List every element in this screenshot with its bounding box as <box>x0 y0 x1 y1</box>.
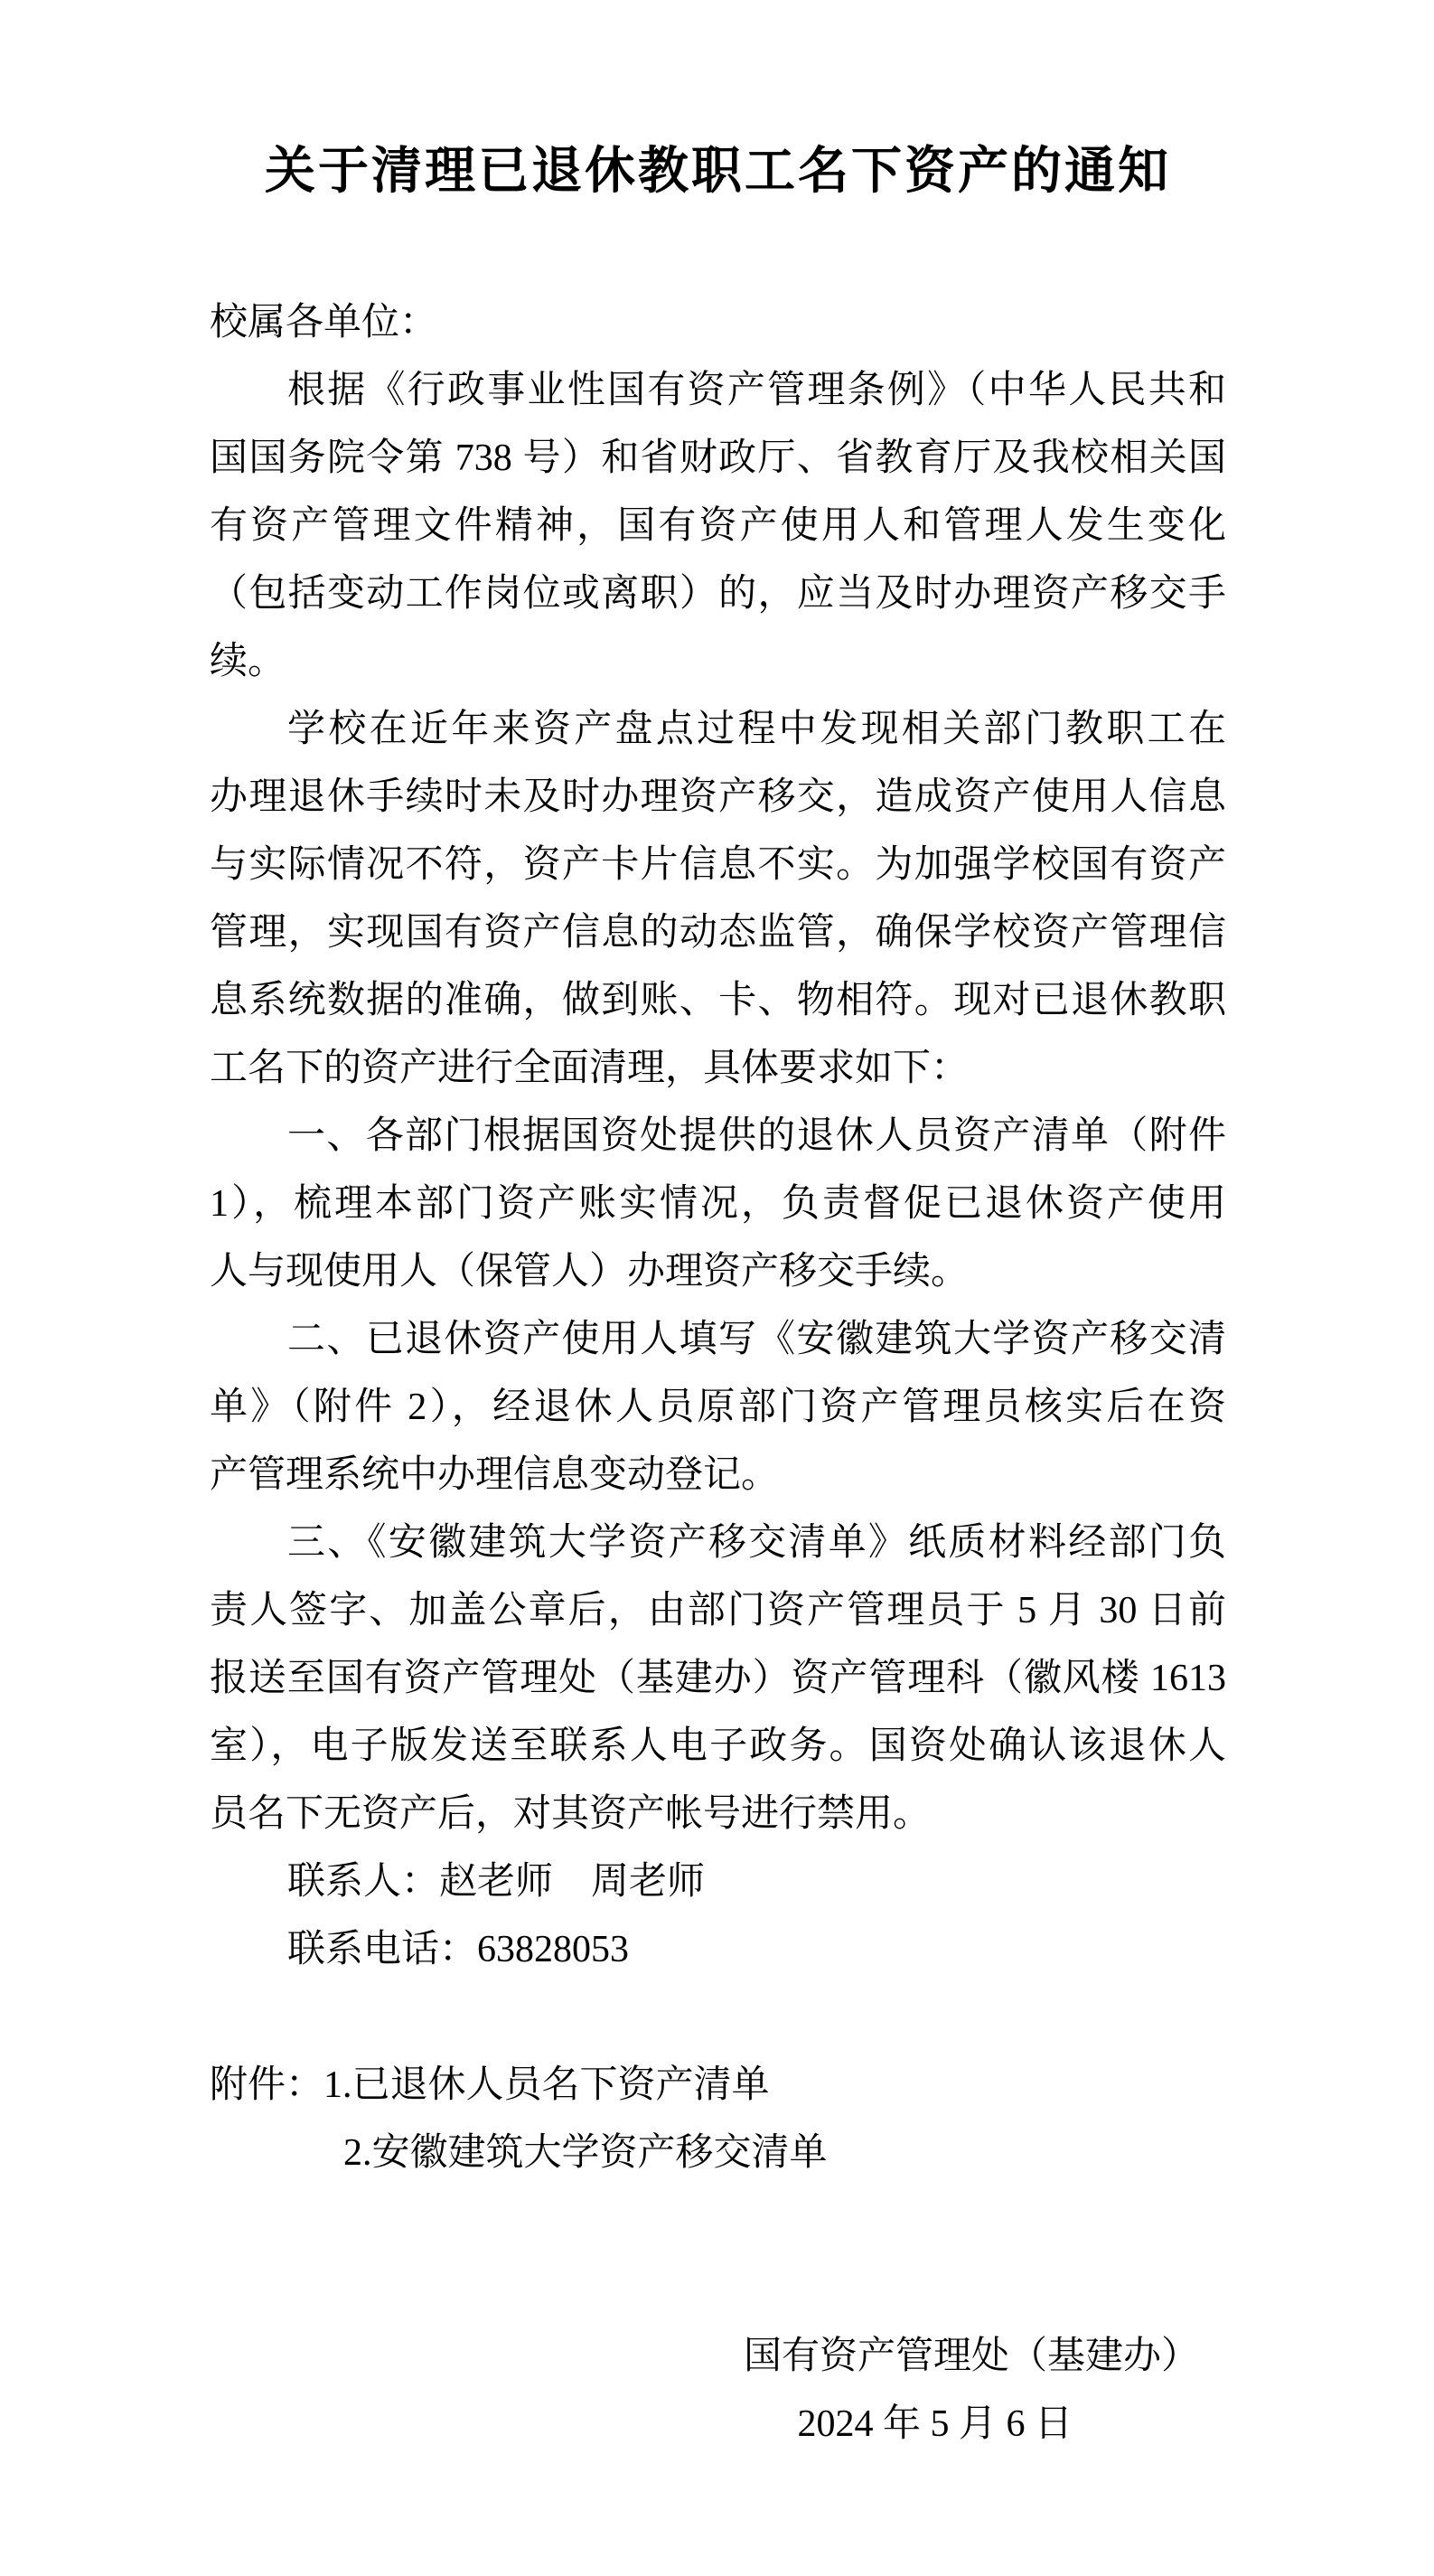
body-line: 工名下的资产进行全面清理，具体要求如下： <box>210 1048 970 1089</box>
body-line: 国国务院令第 738 号）和省财政厅、省教育厅及我校相关国 <box>210 437 1226 479</box>
body-line: 与实际情况不符，资产卡片信息不实。为加强学校国有资产 <box>210 844 1226 886</box>
body-line: 续。 <box>210 641 286 682</box>
body-line: （包括变动工作岗位或离职）的，应当及时办理资产移交手 <box>210 573 1226 615</box>
contact-phone-line: 联系电话：63828053 <box>287 1929 630 1970</box>
body-line: 员名下无资产后，对其资产帐号进行禁用。 <box>210 1793 932 1835</box>
body-line: 1），梳理本部门资产账实情况，负责督促已退休资产使用 <box>210 1183 1226 1225</box>
salutation: 校属各单位： <box>210 302 438 343</box>
body-line: 管理，实现国有资产信息的动态监管，确保学校资产管理信 <box>210 912 1226 954</box>
body-line: 人与现使用人（保管人）办理资产移交手续。 <box>210 1251 970 1293</box>
body-line: 报送至国有资产管理处（基建办）资产管理科（徽风楼 1613 <box>210 1658 1226 1699</box>
body-line: 二、已退休资产使用人填写《安徽建筑大学资产移交清 <box>287 1319 1226 1360</box>
spacer <box>210 2187 1226 2255</box>
attachments-line-2: 2.安徽建筑大学资产移交清单 <box>343 2132 828 2174</box>
spacer <box>210 2255 1226 2323</box>
body-line: 办理退休手续时未及时办理资产移交，造成资产使用人信息 <box>210 776 1226 818</box>
body-line: 室），电子版发送至联系人电子政务。国资处确认该退休人 <box>210 1725 1226 1767</box>
body-line: 单》（附件 2），经退休人员原部门资产管理员核实后在资 <box>210 1387 1226 1428</box>
body-line: 三、《安徽建筑大学资产移交清单》纸质材料经部门负 <box>287 1522 1226 1564</box>
signature-org: 国有资产管理处（基建办） <box>743 2336 1199 2377</box>
signature-date: 2024 年 5 月 6 日 <box>797 2403 1073 2445</box>
body-line: 责人签字、加盖公章后，由部门资产管理员于 5 月 30 日前 <box>210 1590 1226 1631</box>
body-line: 根据《行政事业性国有资产管理条例》（中华人民共和 <box>287 370 1226 411</box>
body-line: 有资产管理文件精神，国有资产使用人和管理人发生变化 <box>210 505 1226 547</box>
body-line: 产管理系统中办理信息变动登记。 <box>210 1454 780 1496</box>
attachments-line-1: 附件：1.已退休人员名下资产清单 <box>210 2064 770 2106</box>
body-line: 息系统数据的准确，做到账、卡、物相符。现对已退休教职 <box>210 980 1226 1021</box>
spacer <box>210 1984 1226 2052</box>
body-line: 学校在近年来资产盘点过程中发现相关部门教职工在 <box>287 709 1226 750</box>
spacer <box>210 208 1226 289</box>
contact-person-line: 联系人：赵老师 周老师 <box>287 1861 706 1903</box>
body-line: 一、各部门根据国资处提供的退休人员资产清单（附件 <box>287 1115 1226 1157</box>
notice-title: 关于清理已退休教职工名下资产的通知 <box>265 144 1171 200</box>
